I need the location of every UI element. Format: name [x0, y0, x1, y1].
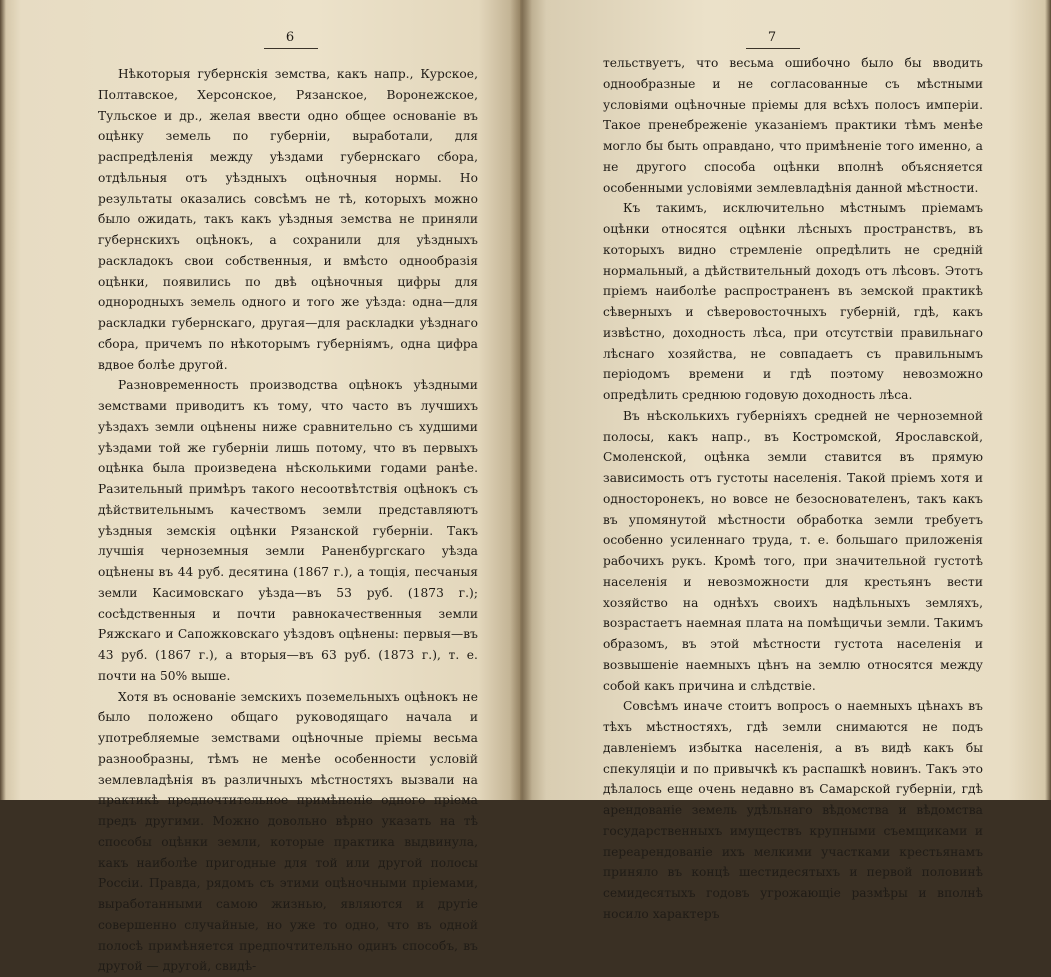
paragraph: Въ нѣсколькихъ губерніяхъ средней не черноземной полосы, какъ напр., въ Костромской, Ярославской, Смоленской, оцѣнка земли ставится въ прямую зависимость отъ густоты населенія. Такой пріемъ хотя и односторонекъ, но вовсе не безоснователенъ, такъ какъ въ упомянутой мѣстности обработка земли требуетъ особенно усиленнаго труда, т. е. большаго приложенія рабочихъ рукъ. Кромѣ того, при значительной густотѣ населенія и невозможности для крестьянъ вести хозяйство на однѣхъ своихъ надѣльныхъ земляхъ, возрастаетъ наемная плата на помѣщичьи земли. Такимъ образомъ, въ этой мѣстности густота населенія и возвышеніе наемныхъ цѣнъ на землю относятся между собой какъ причина и слѣдствіе.: [603, 406, 983, 697]
paragraph: Совсѣмъ иначе стоитъ вопросъ о наемныхъ цѣнахъ въ тѣхъ мѣстностяхъ, гдѣ земли снимаются не подъ давленіемъ избытка населенія, а въ видѣ какъ бы спекуляціи и по привычкѣ къ распашкѣ новинъ. Такъ это дѣлалось еще очень недавно въ Самарской губерніи, гдѣ арендованіе земель удѣльнаго вѣдомства и вѣдомства государственныхъ имуществъ крупными съемщиками и переарендованіе ихъ мелкими участками крестьянамъ приняло въ концѣ шестидесятыхъ и первой половинѣ семидесятыхъ годовъ угрожающіе размѣры и вполнѣ носило характеръ: [603, 696, 983, 924]
left-page: [0, 0, 520, 800]
left-edge-shadow: [0, 0, 6, 800]
left-page-text: [98, 64, 478, 977]
page-number-rule: [264, 48, 318, 49]
right-page-text: [603, 53, 983, 925]
right-edge-shadow: [1045, 0, 1051, 800]
page-number-rule: [746, 48, 800, 49]
paragraph: Къ такимъ, исключительно мѣстнымъ пріемамъ оцѣнки относятся оцѣнки лѣсныхъ пространствъ, въ которыхъ видно стремленіе опредѣлить не средній нормальный, а дѣйствительный доходъ отъ лѣсовъ. Этотъ пріемъ наиболѣе распространенъ въ земской практикѣ сѣверныхъ и сѣверовосточныхъ губерній, гдѣ, какъ извѣстно, доходность лѣса, при отсутствіи правильнаго лѣснаго хозяйства, не совпадаетъ съ правильнымъ періодомъ времени и гдѣ поэтому невозможно опредѣлить среднюю годовую доходность лѣса.: [603, 198, 983, 406]
right-page: [520, 0, 1051, 800]
page-number: 7: [752, 30, 792, 45]
book-gutter: [510, 0, 532, 800]
paragraph: тельствуетъ, что весьма ошибочно было бы вводить однообразные и не согласованные съ мѣстными условіями оцѣночные пріемы для всѣхъ полосъ имперіи. Такое пренебреженіе указаніемъ практики тѣмъ менѣе могло бы быть оправдано, что примѣненіе того именно, а не другого способа оцѣнки вполнѣ объясняется особенными условіями землевладѣнія данной мѣстности.: [603, 53, 983, 198]
page-number: 6: [270, 30, 310, 45]
paragraph: Хотя въ основаніе земскихъ поземельныхъ оцѣнокъ не было положено общаго руководящаго начала и употребляемые земствами оцѣночные пріемы весьма разнообразны, тѣмъ не менѣе особенности условій землевладѣнія въ различныхъ мѣстностяхъ вызвали на практикѣ предпочтительное примѣненіе одного пріема предъ другими. Можно довольно вѣрно указать на тѣ способы оцѣнки земли, которые практика выдвинула, какъ наиболѣе пригодные для той или другой полосы Россіи. Правда, рядомъ съ этими оцѣночными пріемами, выработанными самою жизнью, являются и другіе совершенно случайные, но уже то одно, что въ одной полосѣ примѣняется предпочтительно одинъ способъ, въ другой — другой, свидѣ-: [98, 687, 478, 977]
paragraph: Нѣкоторыя губернскія земства, какъ напр., Курское, Полтавское, Херсонское, Рязанское, Воронежское, Тульское и др., желая ввести одно общее основаніе въ оцѣнку земель по губерніи, выработали, для распредѣленія между уѣздами губернскаго сбора, отдѣльныя отъ уѣздныхъ оцѣночныя нормы. Но результаты оказались совсѣмъ не тѣ, которыхъ можно было ожидать, такъ какъ уѣздныя земства не приняли губернскихъ оцѣнокъ, а сохранили для уѣздныхъ раскладокъ свои собственныя, и вмѣсто однообразія оцѣнки, появились по двѣ оцѣночныя цифры для однородныхъ земель одного и того же уѣзда: одна—для раскладки губернскаго, другая—для раскладки уѣзднаго сбора, причемъ по нѣкоторымъ губерніямъ, одна цифра вдвое болѣе другой.: [98, 64, 478, 375]
paragraph: Разновременность производства оцѣнокъ уѣздными земствами приводитъ къ тому, что часто въ лучшихъ уѣздахъ земли оцѣнены ниже сравнительно съ худшими уѣздами той же губерніи лишь потому, что въ первыхъ оцѣнка была произведена нѣсколькими годами ранѣе. Разительный примѣръ такого несоотвѣтствія оцѣнокъ съ дѣйствительнымъ качествомъ земли представляютъ уѣздныя земскія оцѣнки Рязанской губерніи. Такъ лучшія черноземныя земли Раненбургскаго уѣзда оцѣнены въ 44 руб. десятина (1867 г.), а тощія, песчаныя земли Касимовскаго уѣзда—въ 53 руб. (1873 г.); сосѣдственныя и почти равнокачественныя земли Ряжскаго и Сапожковскаго уѣздовъ оцѣнены: первыя—въ 43 руб. (1867 г.), а вторыя—въ 63 руб. (1873 г.), т. е. почти на 50% выше.: [98, 375, 478, 686]
